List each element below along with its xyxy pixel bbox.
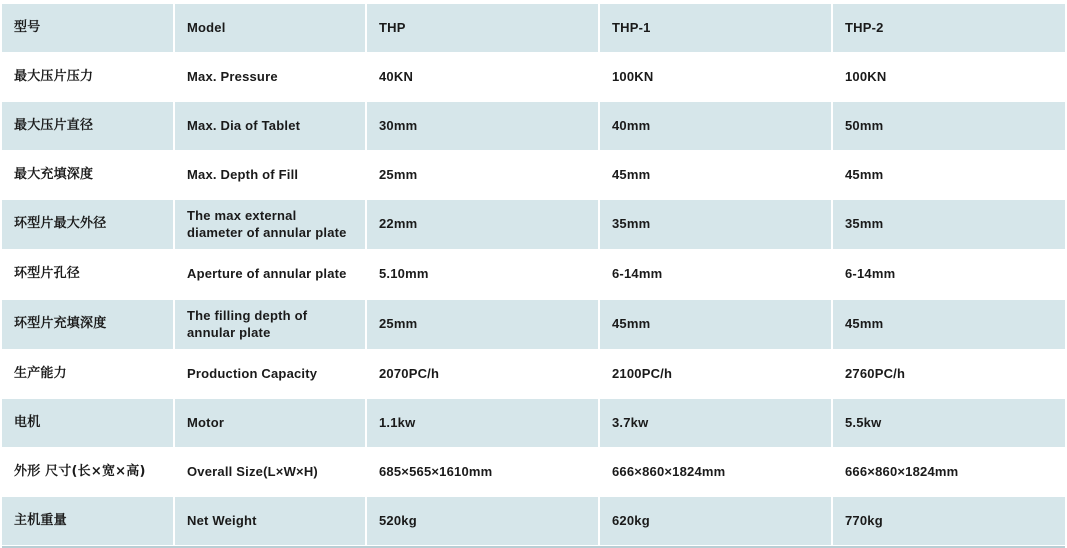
table-row: [2, 250, 1065, 300]
row-label-en: The filling depth of annular plate: [174, 300, 366, 350]
cell-thp: 520kg: [366, 497, 599, 546]
cell-thp2: 666×860×1824mm: [832, 448, 1065, 497]
row-label-cn: 主机重量: [2, 497, 174, 546]
table-row: [2, 448, 1065, 497]
row-label-en: The max external diameter of annular plate: [174, 200, 366, 250]
cell-thp2: 45mm: [832, 151, 1065, 200]
cell-thp1: 3.7kw: [599, 399, 832, 448]
cell-thp1: 6-14mm: [599, 250, 832, 300]
cell-thp1: 45mm: [599, 300, 832, 350]
cell-thp2: 6-14mm: [832, 250, 1065, 300]
cell-thp1: 35mm: [599, 200, 832, 250]
header-cell-model-en: Model: [174, 4, 366, 53]
cell-thp: 1.1kw: [366, 399, 599, 448]
row-label-en: Production Capacity: [174, 350, 366, 399]
row-label-en: Max. Pressure: [174, 53, 366, 102]
table-row: [2, 350, 1065, 399]
specification-table: [2, 4, 1065, 546]
table-row: [2, 399, 1065, 448]
cell-thp2: 770kg: [832, 497, 1065, 546]
row-label-cn: 生产能力: [2, 350, 174, 399]
row-label-en: Max. Depth of Fill: [174, 151, 366, 200]
cell-thp2: 45mm: [832, 300, 1065, 350]
cell-thp1: 40mm: [599, 102, 832, 151]
row-label-cn: 环型片孔径: [2, 250, 174, 300]
row-label-en: Motor: [174, 399, 366, 448]
row-label-cn: 电机: [2, 399, 174, 448]
cell-thp: 5.10mm: [366, 250, 599, 300]
row-label-cn: 外形 尺寸(长×宽×高): [2, 448, 174, 497]
cell-thp1: 100KN: [599, 53, 832, 102]
header-cell-thp2: THP-2: [832, 4, 1065, 53]
cell-thp1: 666×860×1824mm: [599, 448, 832, 497]
table-row: [2, 53, 1065, 102]
table-header-row: [2, 4, 1065, 53]
header-cell-model-cn: 型号: [2, 4, 174, 53]
row-label-cn: 环型片最大外径: [2, 200, 174, 250]
row-label-en: Overall Size(L×W×H): [174, 448, 366, 497]
header-cell-thp1: THP-1: [599, 4, 832, 53]
row-label-en: Net Weight: [174, 497, 366, 546]
cell-thp: 2070PC/h: [366, 350, 599, 399]
cell-thp1: 620kg: [599, 497, 832, 546]
table-row: [2, 497, 1065, 546]
cell-thp1: 2100PC/h: [599, 350, 832, 399]
cell-thp2: 5.5kw: [832, 399, 1065, 448]
cell-thp: 30mm: [366, 102, 599, 151]
row-label-en: Aperture of annular plate: [174, 250, 366, 300]
cell-thp2: 2760PC/h: [832, 350, 1065, 399]
cell-thp: 40KN: [366, 53, 599, 102]
cell-thp2: 50mm: [832, 102, 1065, 151]
table-row: [2, 102, 1065, 151]
cell-thp2: 100KN: [832, 53, 1065, 102]
table-row: [2, 300, 1065, 350]
row-label-cn: 最大压片压力: [2, 53, 174, 102]
row-label-en: Max. Dia of Tablet: [174, 102, 366, 151]
cell-thp: 25mm: [366, 300, 599, 350]
row-label-cn: 最大压片直径: [2, 102, 174, 151]
header-cell-thp: THP: [366, 4, 599, 53]
row-label-cn: 环型片充填深度: [2, 300, 174, 350]
table-row: [2, 200, 1065, 250]
cell-thp: 685×565×1610mm: [366, 448, 599, 497]
cell-thp: 22mm: [366, 200, 599, 250]
cell-thp1: 45mm: [599, 151, 832, 200]
cell-thp2: 35mm: [832, 200, 1065, 250]
table-row: [2, 151, 1065, 200]
cell-thp: 25mm: [366, 151, 599, 200]
row-label-cn: 最大充填深度: [2, 151, 174, 200]
